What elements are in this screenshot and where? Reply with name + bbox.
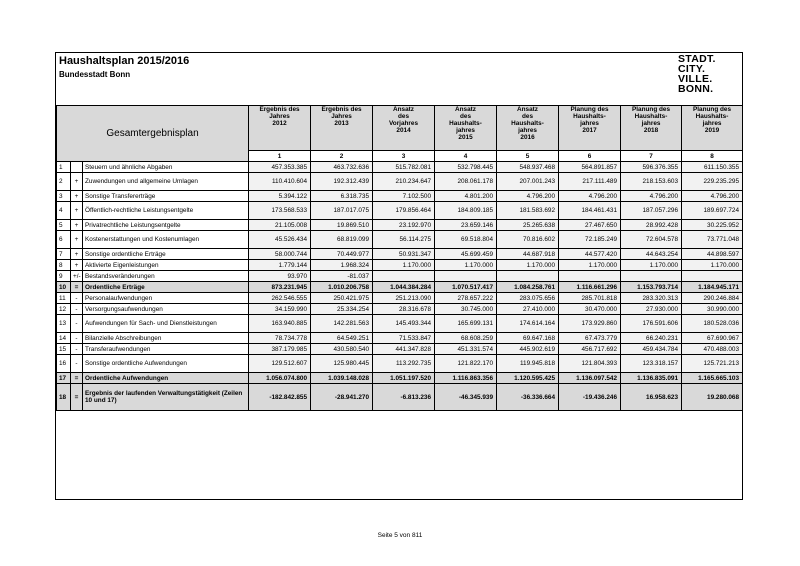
- row-number: 14: [57, 333, 71, 344]
- row-value: 1.070.517.417: [435, 282, 497, 293]
- row-label: Ordentliche Aufwendungen: [83, 373, 249, 384]
- row-value: 187.017.075: [311, 202, 373, 220]
- row-value: -19.436.246: [559, 384, 621, 411]
- row-value: 4.801.200: [435, 191, 497, 202]
- row-value: 181.583.692: [497, 202, 559, 220]
- row-value: 251.213.090: [373, 293, 435, 304]
- row-value: 548.937.468: [497, 162, 559, 173]
- row-value: 44.643.254: [621, 249, 682, 260]
- row-value: 44.577.420: [559, 249, 621, 260]
- row-value: 290.246.884: [682, 293, 743, 304]
- row-number: 11: [57, 293, 71, 304]
- row-value: 283.320.313: [621, 293, 682, 304]
- row-label: Sonstige Transfererträge: [83, 191, 249, 202]
- document-title: Haushaltsplan 2015/2016: [59, 55, 190, 67]
- row-label: Aufwendungen für Sach- und Dienstleistungen: [83, 315, 249, 333]
- row-value: [559, 271, 621, 282]
- row-value: 1.779.144: [249, 260, 311, 271]
- column-number: 8: [682, 151, 743, 162]
- row-value: 283.075.656: [497, 293, 559, 304]
- row-value: 262.546.555: [249, 293, 311, 304]
- table-row: [57, 173, 743, 191]
- row-operator: =: [71, 384, 83, 411]
- logo-line: VILLE.: [678, 73, 713, 85]
- column-number: 3: [373, 151, 435, 162]
- column-number: 4: [435, 151, 497, 162]
- row-operator: +: [71, 260, 83, 271]
- column-number: 7: [621, 151, 682, 162]
- row-value: 1.170.000: [559, 260, 621, 271]
- row-value: 28.992.428: [621, 220, 682, 231]
- row-value: 142.281.563: [311, 315, 373, 333]
- row-label: Aktivierte Eigenleistungen: [83, 260, 249, 271]
- row-value: 445.902.619: [497, 344, 559, 355]
- row-value: 50.931.347: [373, 249, 435, 260]
- column-header: Planung des Haushalts- jahres 2017: [559, 106, 621, 151]
- row-number: 15: [57, 344, 71, 355]
- row-operator: [71, 162, 83, 173]
- row-value: 58.000.744: [249, 249, 311, 260]
- column-number: 6: [559, 151, 621, 162]
- row-operator: -: [71, 315, 83, 333]
- row-value: -36.336.664: [497, 384, 559, 411]
- logo-line: BONN.: [678, 83, 714, 95]
- row-value: 125.980.445: [311, 355, 373, 373]
- row-value: 4.796.200: [497, 191, 559, 202]
- row-operator: -: [71, 304, 83, 315]
- row-value: -81.037: [311, 271, 373, 282]
- table-main-header: Gesamtergebnisplan: [57, 106, 249, 162]
- row-value: 19.869.510: [311, 220, 373, 231]
- row-value: 1.170.000: [435, 260, 497, 271]
- row-operator: +: [71, 231, 83, 249]
- row-number: 10: [57, 282, 71, 293]
- row-number: 9: [57, 271, 71, 282]
- row-value: 4.796.200: [559, 191, 621, 202]
- row-number: 2: [57, 173, 71, 191]
- row-value: 68.608.259: [435, 333, 497, 344]
- row-value: 73.771.048: [682, 231, 743, 249]
- row-value: -46.345.939: [435, 384, 497, 411]
- row-value: 1.120.595.425: [497, 373, 559, 384]
- row-value: 189.697.724: [682, 202, 743, 220]
- row-value: 192.312.439: [311, 173, 373, 191]
- row-value: 174.614.164: [497, 315, 559, 333]
- row-value: 184.809.185: [435, 202, 497, 220]
- table-row: [57, 162, 743, 173]
- row-value: 163.940.885: [249, 315, 311, 333]
- table-row: [57, 344, 743, 355]
- row-value: 27.930.000: [621, 304, 682, 315]
- row-value: 173.568.533: [249, 202, 311, 220]
- row-value: 278.657.222: [435, 293, 497, 304]
- row-value: 1.010.206.758: [311, 282, 373, 293]
- row-value: 515.782.081: [373, 162, 435, 173]
- row-value: 1.170.000: [497, 260, 559, 271]
- row-value: 72.604.578: [621, 231, 682, 249]
- row-value: 596.376.355: [621, 162, 682, 173]
- row-value: 93.970: [249, 271, 311, 282]
- column-header: Ergebnis des Jahres 2013: [311, 106, 373, 151]
- column-header: Planung des Haushalts- jahres 2019: [682, 106, 743, 151]
- table-row: [57, 220, 743, 231]
- row-value: 30.745.000: [435, 304, 497, 315]
- row-value: 532.798.445: [435, 162, 497, 173]
- row-number: 4: [57, 202, 71, 220]
- row-operator: +: [71, 249, 83, 260]
- row-value: 218.153.603: [621, 173, 682, 191]
- row-value: 1.039.148.028: [311, 373, 373, 384]
- row-value: 6.318.735: [311, 191, 373, 202]
- row-value: 1.116.661.296: [559, 282, 621, 293]
- row-value: 430.580.540: [311, 344, 373, 355]
- row-number: 8: [57, 260, 71, 271]
- row-value: 1.153.793.714: [621, 282, 682, 293]
- row-value: 145.493.344: [373, 315, 435, 333]
- row-value: 110.410.604: [249, 173, 311, 191]
- table-row: [57, 202, 743, 220]
- row-value: 1.170.000: [373, 260, 435, 271]
- row-value: 25.334.254: [311, 304, 373, 315]
- row-value: 69.518.804: [435, 231, 497, 249]
- table-row: [57, 333, 743, 344]
- row-value: 69.647.168: [497, 333, 559, 344]
- row-operator: +: [71, 191, 83, 202]
- row-value: 1.170.000: [682, 260, 743, 271]
- row-value: 70.449.977: [311, 249, 373, 260]
- row-value: 285.701.818: [559, 293, 621, 304]
- row-number: 18: [57, 384, 71, 411]
- row-value: -182.842.855: [249, 384, 311, 411]
- row-label: Transferaufwendungen: [83, 344, 249, 355]
- table-row: [57, 384, 743, 411]
- row-label: Öffentlich-rechtliche Leistungsentgelte: [83, 202, 249, 220]
- row-value: 463.732.636: [311, 162, 373, 173]
- row-value: 173.929.860: [559, 315, 621, 333]
- document-subtitle: Bundesstadt Bonn: [59, 70, 131, 79]
- table-row: [57, 231, 743, 249]
- row-value: 72.185.249: [559, 231, 621, 249]
- row-number: 13: [57, 315, 71, 333]
- document-frame: [55, 52, 743, 500]
- row-value: 5.394.122: [249, 191, 311, 202]
- row-label: Sonstige ordentliche Aufwendungen: [83, 355, 249, 373]
- row-value: 19.280.068: [682, 384, 743, 411]
- row-operator: +/-: [71, 271, 83, 282]
- row-number: 17: [57, 373, 71, 384]
- row-value: 7.102.500: [373, 191, 435, 202]
- row-operator: -: [71, 344, 83, 355]
- row-value: 387.179.985: [249, 344, 311, 355]
- bonn-logo: [678, 54, 714, 94]
- row-value: 4.796.200: [621, 191, 682, 202]
- row-value: 451.331.574: [435, 344, 497, 355]
- row-value: 45.526.434: [249, 231, 311, 249]
- table-row: [57, 304, 743, 315]
- row-label: Versorgungsaufwendungen: [83, 304, 249, 315]
- row-label: Sonstige ordentliche Erträge: [83, 249, 249, 260]
- row-value: 457.353.385: [249, 162, 311, 173]
- row-value: 165.699.131: [435, 315, 497, 333]
- row-value: 30.225.952: [682, 220, 743, 231]
- row-value: 217.111.489: [559, 173, 621, 191]
- row-value: 23.192.970: [373, 220, 435, 231]
- row-value: 21.105.008: [249, 220, 311, 231]
- row-value: 179.856.464: [373, 202, 435, 220]
- row-label: Kostenerstattungen und Kostenumlagen: [83, 231, 249, 249]
- row-label: Bestandsveränderungen: [83, 271, 249, 282]
- row-value: -28.941.270: [311, 384, 373, 411]
- row-value: 129.512.607: [249, 355, 311, 373]
- row-value: 78.734.778: [249, 333, 311, 344]
- row-number: 1: [57, 162, 71, 173]
- row-value: 229.235.295: [682, 173, 743, 191]
- row-value: 34.159.990: [249, 304, 311, 315]
- row-number: 3: [57, 191, 71, 202]
- row-value: 873.231.945: [249, 282, 311, 293]
- row-value: [682, 271, 743, 282]
- row-value: [373, 271, 435, 282]
- row-value: 441.347.828: [373, 344, 435, 355]
- row-value: 30.990.000: [682, 304, 743, 315]
- row-value: 1.084.258.761: [497, 282, 559, 293]
- row-value: 1.165.665.103: [682, 373, 743, 384]
- column-number: 5: [497, 151, 559, 162]
- logo-line: STADT.: [678, 53, 716, 65]
- row-number: 16: [57, 355, 71, 373]
- row-value: 121.822.170: [435, 355, 497, 373]
- row-label: Steuern und ähnliche Abgaben: [83, 162, 249, 173]
- row-label: Ordentliche Erträge: [83, 282, 249, 293]
- row-value: 44.898.597: [682, 249, 743, 260]
- row-value: 184.461.431: [559, 202, 621, 220]
- table-row: [57, 191, 743, 202]
- row-value: 121.804.393: [559, 355, 621, 373]
- row-value: 119.945.818: [497, 355, 559, 373]
- row-value: 30.470.000: [559, 304, 621, 315]
- row-value: 180.528.036: [682, 315, 743, 333]
- row-value: 113.292.735: [373, 355, 435, 373]
- row-number: 7: [57, 249, 71, 260]
- page-number: Seite 5 von 811: [377, 532, 423, 539]
- column-header: Planung des Haushalts- jahres 2018: [621, 106, 682, 151]
- table-row: [57, 355, 743, 373]
- row-value: 23.659.146: [435, 220, 497, 231]
- row-value: 16.958.623: [621, 384, 682, 411]
- row-value: 28.316.678: [373, 304, 435, 315]
- row-value: 56.114.275: [373, 231, 435, 249]
- row-operator: -: [71, 333, 83, 344]
- row-value: 1.968.324: [311, 260, 373, 271]
- row-value: 470.488.003: [682, 344, 743, 355]
- row-operator: =: [71, 282, 83, 293]
- row-value: 210.234.647: [373, 173, 435, 191]
- row-operator: +: [71, 173, 83, 191]
- row-value: 208.061.178: [435, 173, 497, 191]
- row-value: 1.136.835.091: [621, 373, 682, 384]
- row-label: Bilanzielle Abschreibungen: [83, 333, 249, 344]
- row-label: Zuwendungen und allgemeine Umlagen: [83, 173, 249, 191]
- row-operator: +: [71, 202, 83, 220]
- row-number: 6: [57, 231, 71, 249]
- row-value: -6.813.236: [373, 384, 435, 411]
- row-value: 250.421.975: [311, 293, 373, 304]
- table-row: [57, 271, 743, 282]
- row-value: 1.051.197.520: [373, 373, 435, 384]
- column-header: Ansatz des Haushalts- jahres 2015: [435, 106, 497, 151]
- column-header: Ergebnis des Jahres 2012: [249, 106, 311, 151]
- column-number: 1: [249, 151, 311, 162]
- row-value: 1.044.384.284: [373, 282, 435, 293]
- row-value: 70.816.602: [497, 231, 559, 249]
- row-value: 1.184.945.171: [682, 282, 743, 293]
- table-row: [57, 260, 743, 271]
- row-operator: -: [71, 355, 83, 373]
- row-value: 66.240.231: [621, 333, 682, 344]
- table-row: [57, 249, 743, 260]
- row-value: 25.265.638: [497, 220, 559, 231]
- row-number: 12: [57, 304, 71, 315]
- row-label: Ergebnis der laufenden Verwaltungstätigkeit (Zeilen 10 und 17): [83, 384, 249, 411]
- row-value: 564.891.857: [559, 162, 621, 173]
- table-body: [57, 162, 743, 411]
- row-value: 176.591.606: [621, 315, 682, 333]
- table-row: [57, 282, 743, 293]
- column-number: 2: [311, 151, 373, 162]
- row-value: 71.533.847: [373, 333, 435, 344]
- row-label: Personalaufwendungen: [83, 293, 249, 304]
- row-value: 67.690.967: [682, 333, 743, 344]
- row-value: 1.170.000: [621, 260, 682, 271]
- row-value: 1.116.863.356: [435, 373, 497, 384]
- row-operator: -: [71, 293, 83, 304]
- row-value: 64.549.251: [311, 333, 373, 344]
- row-label: Privatrechtliche Leistungsentgelte: [83, 220, 249, 231]
- row-value: 123.318.157: [621, 355, 682, 373]
- row-value: 44.687.918: [497, 249, 559, 260]
- results-table: [56, 105, 743, 411]
- row-value: 45.699.459: [435, 249, 497, 260]
- row-value: 611.150.355: [682, 162, 743, 173]
- logo-line: CITY.: [678, 63, 706, 75]
- row-value: [621, 271, 682, 282]
- row-value: 27.410.000: [497, 304, 559, 315]
- row-value: 1.056.074.800: [249, 373, 311, 384]
- table-row: [57, 373, 743, 384]
- row-value: 1.136.097.542: [559, 373, 621, 384]
- column-header: Ansatz des Vorjahres 2014: [373, 106, 435, 151]
- row-operator: =: [71, 373, 83, 384]
- table-row: [57, 315, 743, 333]
- row-value: 207.001.243: [497, 173, 559, 191]
- column-header: Ansatz des Haushalts- jahres 2016: [497, 106, 559, 151]
- row-value: 125.721.213: [682, 355, 743, 373]
- table-row: [57, 293, 743, 304]
- row-value: [435, 271, 497, 282]
- row-value: 67.473.779: [559, 333, 621, 344]
- row-value: 27.467.650: [559, 220, 621, 231]
- row-value: 187.057.296: [621, 202, 682, 220]
- row-value: 68.819.099: [311, 231, 373, 249]
- row-number: 5: [57, 220, 71, 231]
- row-operator: +: [71, 220, 83, 231]
- row-value: 4.796.200: [682, 191, 743, 202]
- row-value: 459.434.784: [621, 344, 682, 355]
- row-value: [497, 271, 559, 282]
- row-value: 456.717.692: [559, 344, 621, 355]
